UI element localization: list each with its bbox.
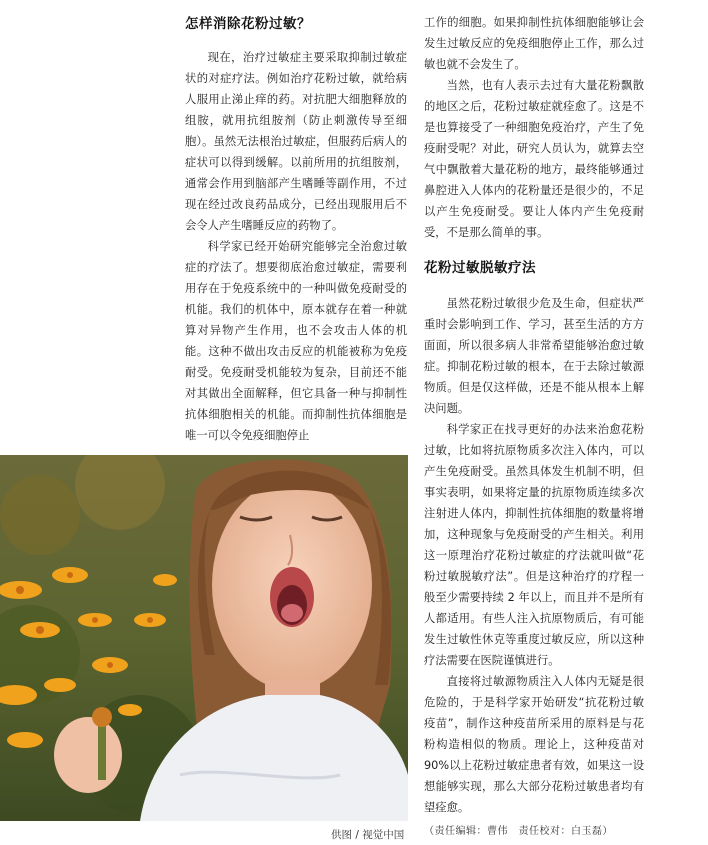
section-heading-remove-allergy: 怎样消除花粉过敏？ — [185, 16, 311, 32]
paragraph: 现在，治疗过敏症主要采取抑制过敏症状的对症疗法。例如治疗花粉过敏，就给病人服用止涕止痒的药。对抗肥大细胞释放的组胺，就用抗组胺剂（防止刺激传导至细胞）。虽然无法根治过敏症，但服药后病人的症状可以得到缓解。以前所用的抗组胺剂，通常会作用到脑部产生嗜睡等副作用，不过现在经过改良药品成分，已经出现服用后不会令人产生嗜睡反应的药物了。 — [185, 51, 407, 232]
paragraph: 直接将过敏源物质注入人体内无疑是很危险的，于是科学家开始研发“抗花粉过敏疫苗”，制作这种疫苗所采用的原料是与花粉构造相似的物质。理论上，这种疫苗对 90%以上花粉过敏症患者有效，如果这一设想能够实现，那么大部分花粉过敏患者均有望痊愈。 — [424, 675, 644, 814]
right-column — [424, 12, 644, 837]
image-credit: 供图 / 视觉中国 — [331, 829, 405, 841]
section-heading-desensitization: 花粉过敏脱敏疗法 — [424, 260, 536, 276]
sneezing-girl-photo — [0, 455, 408, 821]
paragraph: 当然，也有人表示去过有大量花粉飘散的地区之后，花粉过敏症就痊愈了。这是不是也算接受了一种细胞免疫治疗，产生了免疫耐受呢？对此，研究人员认为，就算去空气中飘散着大量花粉的地方，最终能够通过鼻腔进入人体内的花粉量还是很少的，不足以产生免疫耐受。要让人体内产生免疫耐受，不是那么简单的事。 — [424, 79, 644, 239]
paragraph: 科学家已经开始研究能够完全治愈过敏症的疗法了。想要彻底治愈过敏症，需要利用存在于免疫系统中的一种叫做免疫耐受的机能。我们的机体中，原本就存在着一种就算对异物产生作用，也不会攻击人体的机能。这种不做出攻击反应的机能被称为免疫耐受。免疫耐受机能较为复杂，目前还不能对其做出全面解释，但它具备一种与抑制性抗体细胞相关的机能。而抑制性抗体细胞是唯一可以令免疫细胞停止 — [185, 240, 407, 442]
left-column — [185, 12, 407, 446]
paragraph: 虽然花粉过敏很少危及生命，但症状严重时会影响到工作、学习，甚至生活的方方面面，所以很多病人非常希望能够治愈过敏症。抑制花粉过敏的根本，在于去除过敏源物质。但是仅这样做，还是不能从根本上解决问题。 — [424, 297, 644, 415]
paragraph-continuation: 工作的细胞。如果抑制性抗体细胞能够让会发生过敏反应的免疫细胞停止工作，那么过敏也就不会发生了。 — [424, 16, 644, 71]
editor-credit: （责任编辑：曹伟 责任校对：白玉磊） — [424, 826, 613, 837]
paragraph: 科学家正在找寻更好的办法来治愈花粉过敏，比如将抗原物质多次注入体内，可以产生免疫耐受。虽然具体发生机制不明，但事实表明，如果将定量的抗原物质连续多次注射进人体内，抑制性抗体细胞的数量将增加，这种现象与免疫耐受的产生相关。利用这一原理治疗花粉过敏症的疗法就叫做“花粉过敏脱敏疗法”。但是这种治疗的疗程一般至少需要持续 2 年以上，而且并不是所有人都适用。有些人注入抗原物质后，有可能发生过敏性休克等重度过敏反应，所以这种疗法需要在医院谨慎进行。 — [424, 423, 644, 667]
